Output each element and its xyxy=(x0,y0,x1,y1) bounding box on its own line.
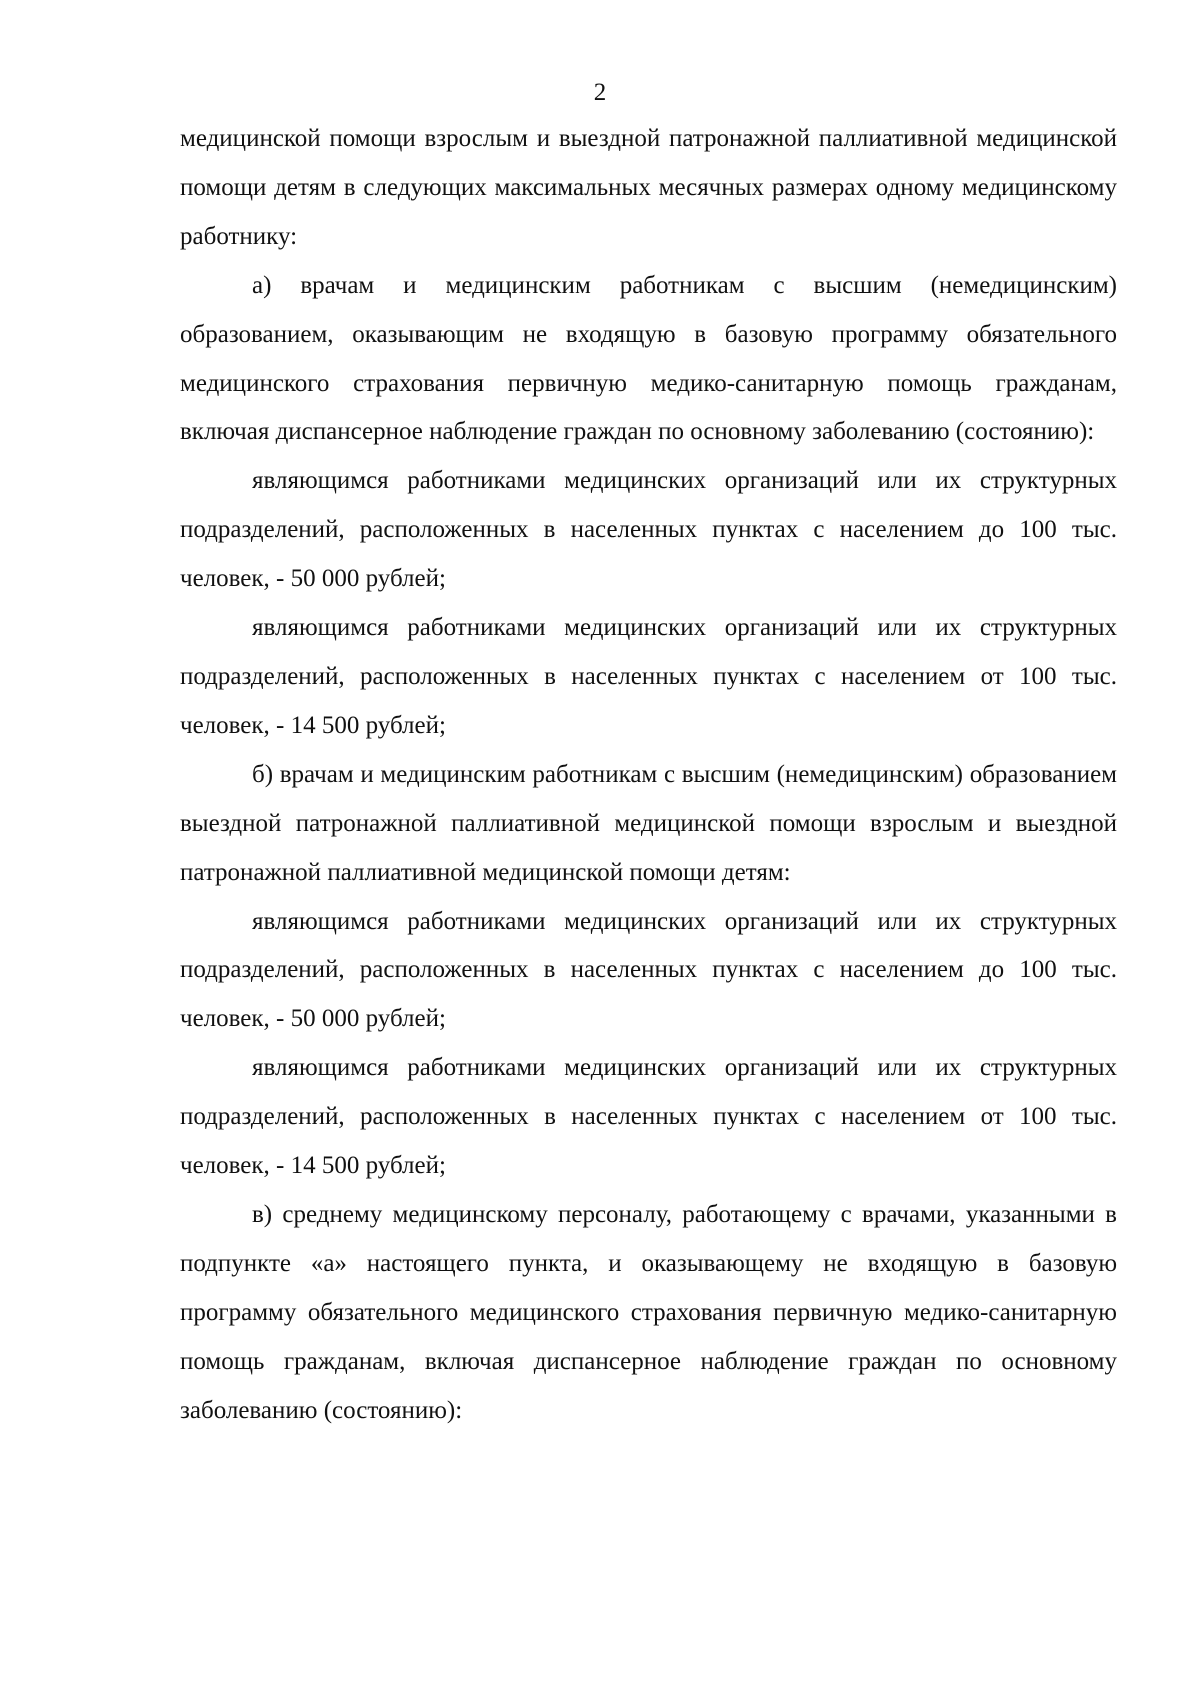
document-body xyxy=(180,115,1117,1435)
paragraph-item-v: в) среднему медицинскому персоналу, работающему с врачами, указанными в подпункте «а» настоящего пункта, и оказывающему не входящую в базовую программу обязательного медицинского страхования первичную медико-санитарную помощь гражданам, включая диспансерное наблюдение граждан по основному заболеванию (состоянию): xyxy=(180,1200,1117,1424)
paragraph-intro-continuation: медицинской помощи взрослым и выездной патронажной паллиативной медицинской помощи детям в следующих максимальных месячных размерах одному медицинскому работнику: xyxy=(180,125,1117,250)
paragraph-item-a: а) врачам и медицинским работникам с высшим (немедицинским) образованием, оказывающим не входящую в базовую программу обязательного медицинского страхования первичную медико-санитарную помощь гражданам, включая диспансерное наблюдение граждан по основному заболеванию (состоянию): xyxy=(180,271,1117,446)
paragraph-item-b-from-100k: являющимся работниками медицинских организаций или их структурных подразделений, расположенных в населенных пунктах с населением от 100 тыс. человек, - 14 500 рублей; xyxy=(180,1054,1117,1180)
paragraph-item-b: б) врачам и медицинским работникам с высшим (немедицинским) образованием выездной патронажной паллиативной медицинской помощи взрослым и выездной патронажной паллиативной медицинской помощи детям: xyxy=(180,760,1117,886)
paragraph-item-b-up-to-100k: являющимся работниками медицинских организаций или их структурных подразделений, расположенных в населенных пунктах с населением до 100 тыс. человек, - 50 000 рублей; xyxy=(180,907,1117,1033)
page-number: 2 xyxy=(593,79,607,106)
paragraph-item-a-from-100k: являющимся работниками медицинских организаций или их структурных подразделений, расположенных в населенных пунктах с населением от 100 тыс. человек, - 14 500 рублей; xyxy=(180,614,1117,739)
paragraph-item-a-up-to-100k: являющимся работниками медицинских организаций или их структурных подразделений, расположенных в населенных пунктах с населением до 100 тыс. человек, - 50 000 рублей; xyxy=(180,467,1117,593)
